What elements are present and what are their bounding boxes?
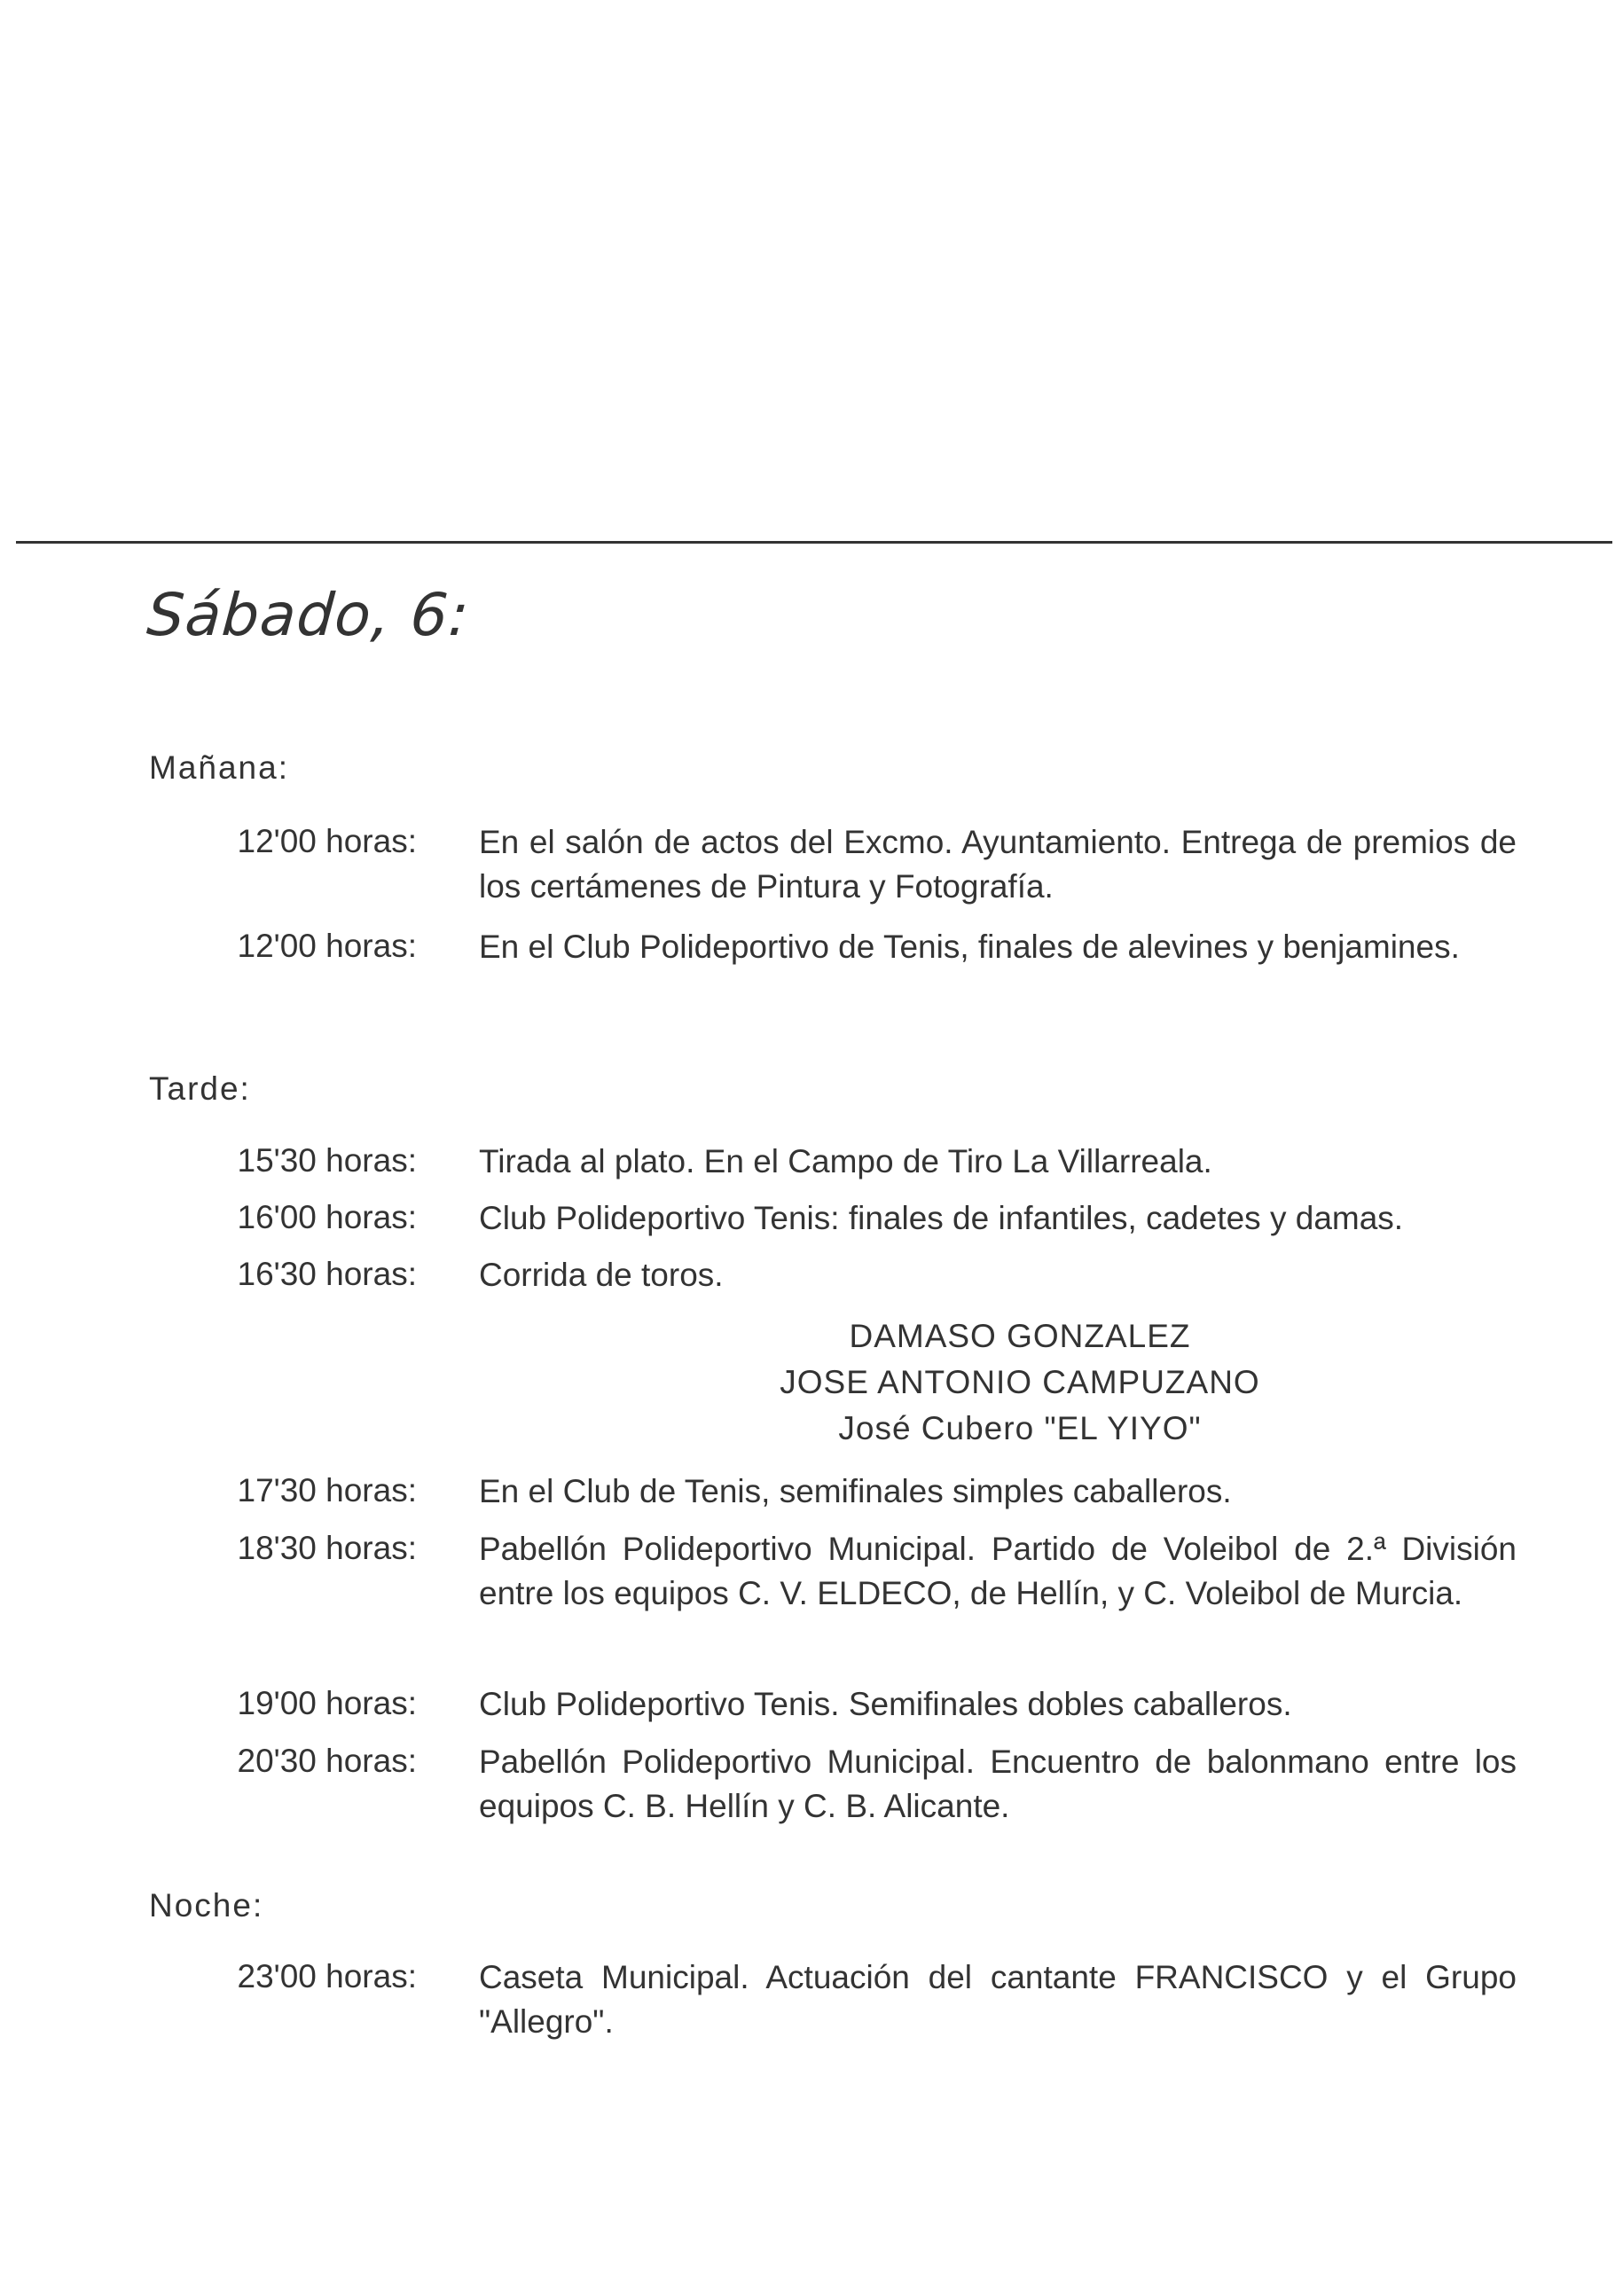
event-description: Club Polideportivo Tenis. Semifinales dobles caballeros. (479, 1686, 1292, 1722)
event-time: 16'30 horas: (237, 1256, 417, 1292)
horizontal-rule (16, 541, 1612, 544)
bullfighter-name: DAMASO GONZALEZ (849, 1318, 1191, 1354)
event-description: Caseta Municipal. Actuación del cantante FRANCISCO y el Grupo "Allegro". (479, 1959, 1517, 2040)
event-description: En el Club de Tenis, semifinales simples caballeros. (479, 1473, 1232, 1509)
event-time: 12'00 horas: (237, 928, 417, 964)
event-time: 20'30 horas: (237, 1743, 417, 1779)
event-description: Pabellón Polideportivo Municipal. Partido de Voleibol de 2.ª División entre los equipos C. V. ELDECO, de Hellín, y C. Voleibol de Murcia. (479, 1531, 1517, 1611)
event-time: 16'00 horas: (237, 1199, 417, 1235)
section-heading-noche: Noche: (149, 1887, 264, 1924)
event-description: Corrida de toros. (479, 1257, 724, 1293)
bullfighter-name: José Cubero "EL YIYO" (838, 1410, 1202, 1446)
event-description: Club Polideportivo Tenis: finales de infantiles, cadetes y damas. (479, 1200, 1404, 1236)
section-heading-tarde: Tarde: (149, 1070, 251, 1107)
section-heading-manana: Mañana: (149, 749, 289, 786)
event-description: En el Club Polideportivo de Tenis, finales de alevines y benjamines. (479, 929, 1460, 965)
event-time: 17'30 horas: (237, 1472, 417, 1508)
event-description: En el salón de actos del Excmo. Ayuntamiento. Entrega de premios de los certámenes de Pintura y Fotografía. (479, 824, 1517, 905)
page-title: Sábado, 6: (145, 581, 472, 649)
event-time: 18'30 horas: (237, 1530, 417, 1566)
bullfighter-name: JOSE ANTONIO CAMPUZANO (780, 1364, 1260, 1400)
event-time: 15'30 horas: (237, 1142, 417, 1179)
event-time: 23'00 horas: (237, 1958, 417, 1994)
event-description: Pabellón Polideportivo Municipal. Encuentro de balonmano entre los equipos C. B. Hellín y C. B. Alicante. (479, 1744, 1517, 1824)
event-time: 19'00 horas: (237, 1685, 417, 1721)
event-description: Tirada al plato. En el Campo de Tiro La Villarreala. (479, 1143, 1212, 1179)
event-time: 12'00 horas: (237, 823, 417, 859)
